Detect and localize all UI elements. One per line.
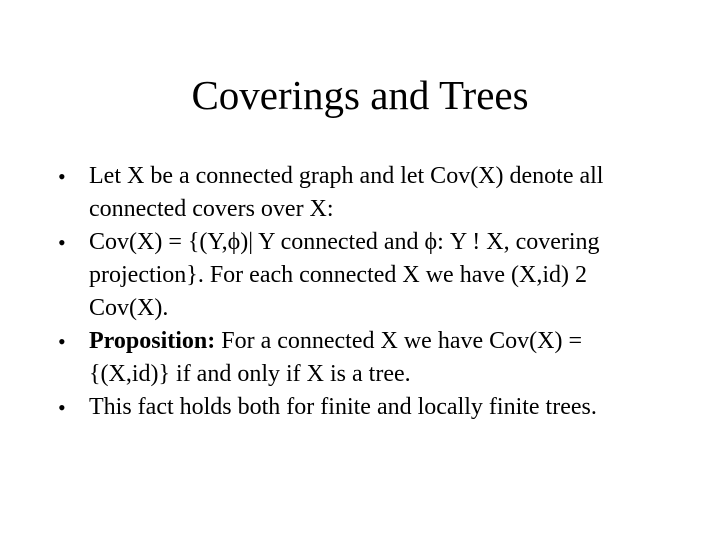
- bullet-icon: •: [58, 164, 66, 189]
- bullet-text-1: Let X be a connected graph and let Cov(X) denote all connected covers over X:: [89, 163, 604, 222]
- proposition-text: For a connected X we have Cov(X) = {(X,id)} if and only if X is a tree.: [89, 328, 582, 387]
- bullet-item-4: [58, 391, 668, 424]
- bullet-text-4: This fact holds both for finite and locally finite trees.: [89, 394, 597, 420]
- bullet-item-1: [58, 160, 668, 226]
- bullet-item-3: [58, 325, 668, 391]
- bullet-item-2: [58, 226, 668, 325]
- bullet-text-2: Cov(X) = {(Y,ϕ)| Y connected and ϕ: Y ! X, covering projection}. For each connected X we have (X,id) 2 Cov(X).: [89, 229, 600, 321]
- bullet-list: [58, 160, 668, 424]
- bullet-icon: •: [58, 329, 66, 354]
- bullet-text-3: [89, 325, 668, 391]
- bullet-icon: •: [58, 395, 66, 420]
- proposition-label: Proposition:: [89, 328, 216, 354]
- bullet-icon: •: [58, 230, 66, 255]
- slide-title: Coverings and Trees: [191, 72, 529, 118]
